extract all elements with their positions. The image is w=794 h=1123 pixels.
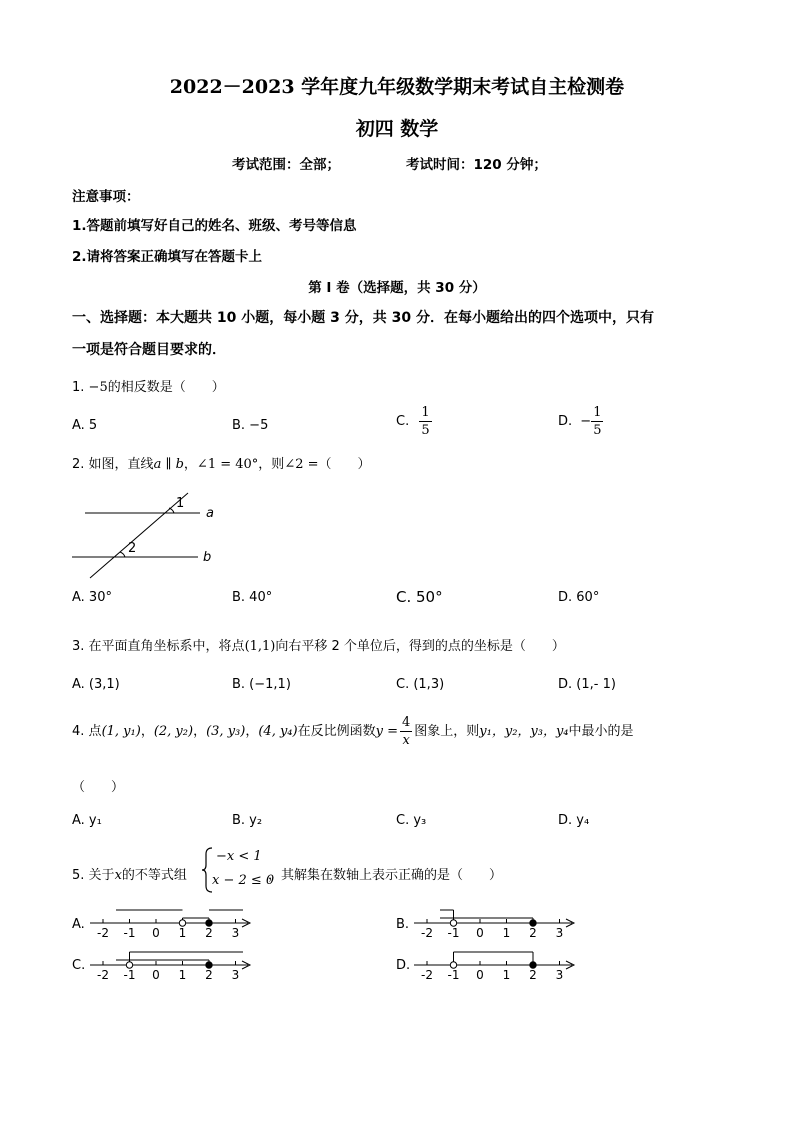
question-text: 图象上，则 bbox=[414, 724, 480, 739]
q5-option-b[interactable]: B. bbox=[396, 917, 410, 932]
question-5-tail: ，其解集在数轴上表示正确的是（ ） bbox=[268, 868, 503, 883]
math-expression: ∠1 = 40° bbox=[196, 457, 259, 472]
math-expression: (1,1) bbox=[244, 639, 276, 654]
line-b-label: b bbox=[203, 550, 212, 565]
question-text: 点 bbox=[88, 724, 102, 739]
notes-item-1: 1.答题前填写好自己的姓名、班级、考号等信息 bbox=[72, 218, 357, 234]
q4-option-c[interactable]: C. y₃ bbox=[396, 813, 427, 828]
section-instruction-2: 一项是符合题目要求的． bbox=[72, 342, 226, 358]
angle-1-arc bbox=[169, 508, 174, 513]
point-2: (2, y₂) bbox=[153, 724, 194, 739]
tick-label: -2 bbox=[97, 926, 109, 940]
q4-answer-paren: （ ） bbox=[72, 780, 125, 795]
numerator: 4 bbox=[402, 715, 411, 730]
inequality-2: x − 2 ≤ 0 bbox=[212, 873, 275, 888]
question-text: ， bbox=[183, 457, 197, 472]
question-number: 1. bbox=[72, 380, 85, 395]
tick-label: -1 bbox=[123, 968, 136, 982]
question-3 bbox=[72, 635, 565, 654]
question-number: 5. bbox=[72, 868, 85, 883]
q5-option-d[interactable]: D. bbox=[396, 958, 411, 973]
q1-option-a[interactable]: A. 5 bbox=[72, 418, 98, 433]
q2-option-b[interactable]: B. 40° bbox=[232, 590, 273, 605]
fraction bbox=[419, 406, 431, 437]
separator: ， bbox=[193, 724, 207, 739]
line-a-label: a bbox=[206, 506, 214, 521]
question-text: 的相反数是（ ） bbox=[107, 380, 225, 395]
fraction bbox=[591, 406, 603, 437]
tick-label: 0 bbox=[152, 926, 160, 940]
separator: ， bbox=[245, 724, 259, 739]
q4-option-a[interactable]: A. y₁ bbox=[72, 813, 102, 828]
exam-subtitle: 初四 数学 bbox=[355, 118, 439, 140]
tick-label: -1 bbox=[123, 926, 136, 940]
q1-option-d[interactable] bbox=[558, 406, 603, 437]
transversal bbox=[90, 493, 188, 578]
option-label: C. bbox=[396, 414, 410, 429]
part-title: 第 I 卷（选择题，共 30 分） bbox=[308, 280, 486, 296]
tick-label: 1 bbox=[502, 968, 511, 982]
number-line-d bbox=[412, 944, 582, 984]
q2-option-d[interactable]: D. 60° bbox=[558, 590, 600, 605]
question-text: 的不等式组 bbox=[121, 868, 187, 883]
tick-label: 2 bbox=[529, 926, 537, 940]
question-text: 中最小的是 bbox=[568, 724, 634, 739]
tick-label: -1 bbox=[447, 968, 460, 982]
tick-label: 2 bbox=[205, 968, 213, 982]
q2-option-a[interactable]: A. 30° bbox=[72, 590, 112, 605]
q2-option-c[interactable]: C. 50° bbox=[396, 588, 443, 606]
question-4 bbox=[72, 716, 634, 747]
tick-label: 3 bbox=[555, 968, 564, 982]
number-line-a bbox=[88, 902, 258, 942]
question-number: 3. bbox=[72, 639, 85, 654]
tick-label: 0 bbox=[476, 968, 484, 982]
math-expression: −5 bbox=[88, 380, 108, 395]
question-text: 在平面直角坐标系中，将点 bbox=[88, 639, 245, 654]
open-point bbox=[126, 962, 132, 968]
option-label: D. bbox=[558, 414, 573, 429]
point-3: (3, y₃) bbox=[206, 724, 246, 739]
angle-2-arc bbox=[120, 552, 125, 557]
question-text: 在反比例函数 bbox=[297, 724, 376, 739]
q4-option-b[interactable]: B. y₂ bbox=[232, 813, 263, 828]
q3-option-b[interactable]: B. (−1,1) bbox=[232, 677, 291, 692]
angle-2-label: 2 bbox=[128, 541, 137, 556]
tick-label: 3 bbox=[555, 926, 564, 940]
numerator: 1 bbox=[421, 405, 430, 420]
math-expression: ∠2 = bbox=[284, 457, 319, 472]
question-text: 如图，直线 bbox=[88, 457, 154, 472]
tick-label: 1 bbox=[178, 968, 187, 982]
tick-label: 2 bbox=[529, 968, 537, 982]
math-expression: a ∥ b bbox=[153, 457, 184, 472]
closed-point bbox=[530, 962, 536, 968]
fraction bbox=[400, 716, 412, 747]
numerator: 1 bbox=[593, 405, 602, 420]
tick-label: -2 bbox=[421, 926, 433, 940]
q1-option-c[interactable] bbox=[396, 406, 432, 437]
separator: ， bbox=[140, 724, 154, 739]
tick-label: -2 bbox=[97, 968, 109, 982]
q3-option-d[interactable]: D. (1,- 1) bbox=[558, 677, 616, 692]
open-point bbox=[179, 920, 185, 926]
q5-option-c[interactable]: C. bbox=[72, 958, 86, 973]
q4-option-d[interactable]: D. y₄ bbox=[558, 813, 590, 828]
open-point bbox=[450, 962, 456, 968]
q3-option-a[interactable]: A. (3,1) bbox=[72, 677, 120, 692]
variable: x bbox=[114, 868, 122, 883]
denominator: 5 bbox=[421, 423, 430, 438]
question-5 bbox=[72, 864, 187, 883]
denominator: 5 bbox=[593, 423, 602, 438]
q5-option-a[interactable]: A. bbox=[72, 917, 85, 932]
question-number: 4. bbox=[72, 724, 85, 739]
open-point bbox=[450, 920, 456, 926]
angle-1-label: 1 bbox=[176, 496, 185, 511]
q1-option-b[interactable]: B. −5 bbox=[232, 418, 269, 433]
denominator: x bbox=[402, 733, 410, 748]
closed-point bbox=[206, 962, 212, 968]
tick-label: 3 bbox=[231, 926, 240, 940]
tick-label: 3 bbox=[231, 968, 240, 982]
tick-label: 0 bbox=[476, 926, 484, 940]
question-number: 2. bbox=[72, 457, 85, 472]
tick-label: 2 bbox=[205, 926, 213, 940]
q3-option-c[interactable]: C. (1,3) bbox=[396, 677, 445, 692]
exam-title: 2022－2023 学年度九年级数学期末考试自主检测卷 bbox=[169, 76, 625, 98]
exam-time: 考试时间：120 分钟； bbox=[406, 157, 547, 173]
minus-sign: − bbox=[580, 414, 592, 429]
number-line-c bbox=[88, 944, 258, 984]
point-4: (4, y₄) bbox=[258, 724, 298, 739]
closed-point bbox=[530, 920, 536, 926]
exam-scope: 考试范围：全部； bbox=[232, 157, 340, 173]
tick-label: 1 bbox=[502, 926, 511, 940]
question-text: （ ） bbox=[318, 457, 371, 472]
function-lhs: y = bbox=[375, 724, 398, 739]
tick-label: 1 bbox=[178, 926, 187, 940]
question-1 bbox=[72, 376, 225, 395]
number-line-b bbox=[412, 902, 582, 942]
notes-item-2: 2.请将答案正确填写在答题卡上 bbox=[72, 249, 263, 265]
section-instruction-1: 一、选择题：本大题共 10 小题，每小题 3 分，共 30 分．在每小题给出的四个选项中，只有 bbox=[72, 310, 654, 326]
tick-label: -2 bbox=[421, 968, 433, 982]
question-text: 关于 bbox=[88, 868, 115, 883]
question-2 bbox=[72, 453, 371, 472]
tick-label: 0 bbox=[152, 968, 160, 982]
parallel-lines-figure bbox=[70, 488, 230, 583]
y-values: y₁，y₂，y₃，y₄ bbox=[479, 724, 569, 739]
notes-heading: 注意事项： bbox=[72, 189, 140, 205]
point-1: (1, y₁) bbox=[101, 724, 141, 739]
closed-point bbox=[206, 920, 212, 926]
question-text: ，则 bbox=[258, 457, 285, 472]
tick-label: -1 bbox=[447, 926, 460, 940]
question-text: 向右平移 2 个单位后，得到的点的坐标是（ ） bbox=[275, 639, 565, 654]
inequality-1: −x < 1 bbox=[216, 849, 262, 864]
